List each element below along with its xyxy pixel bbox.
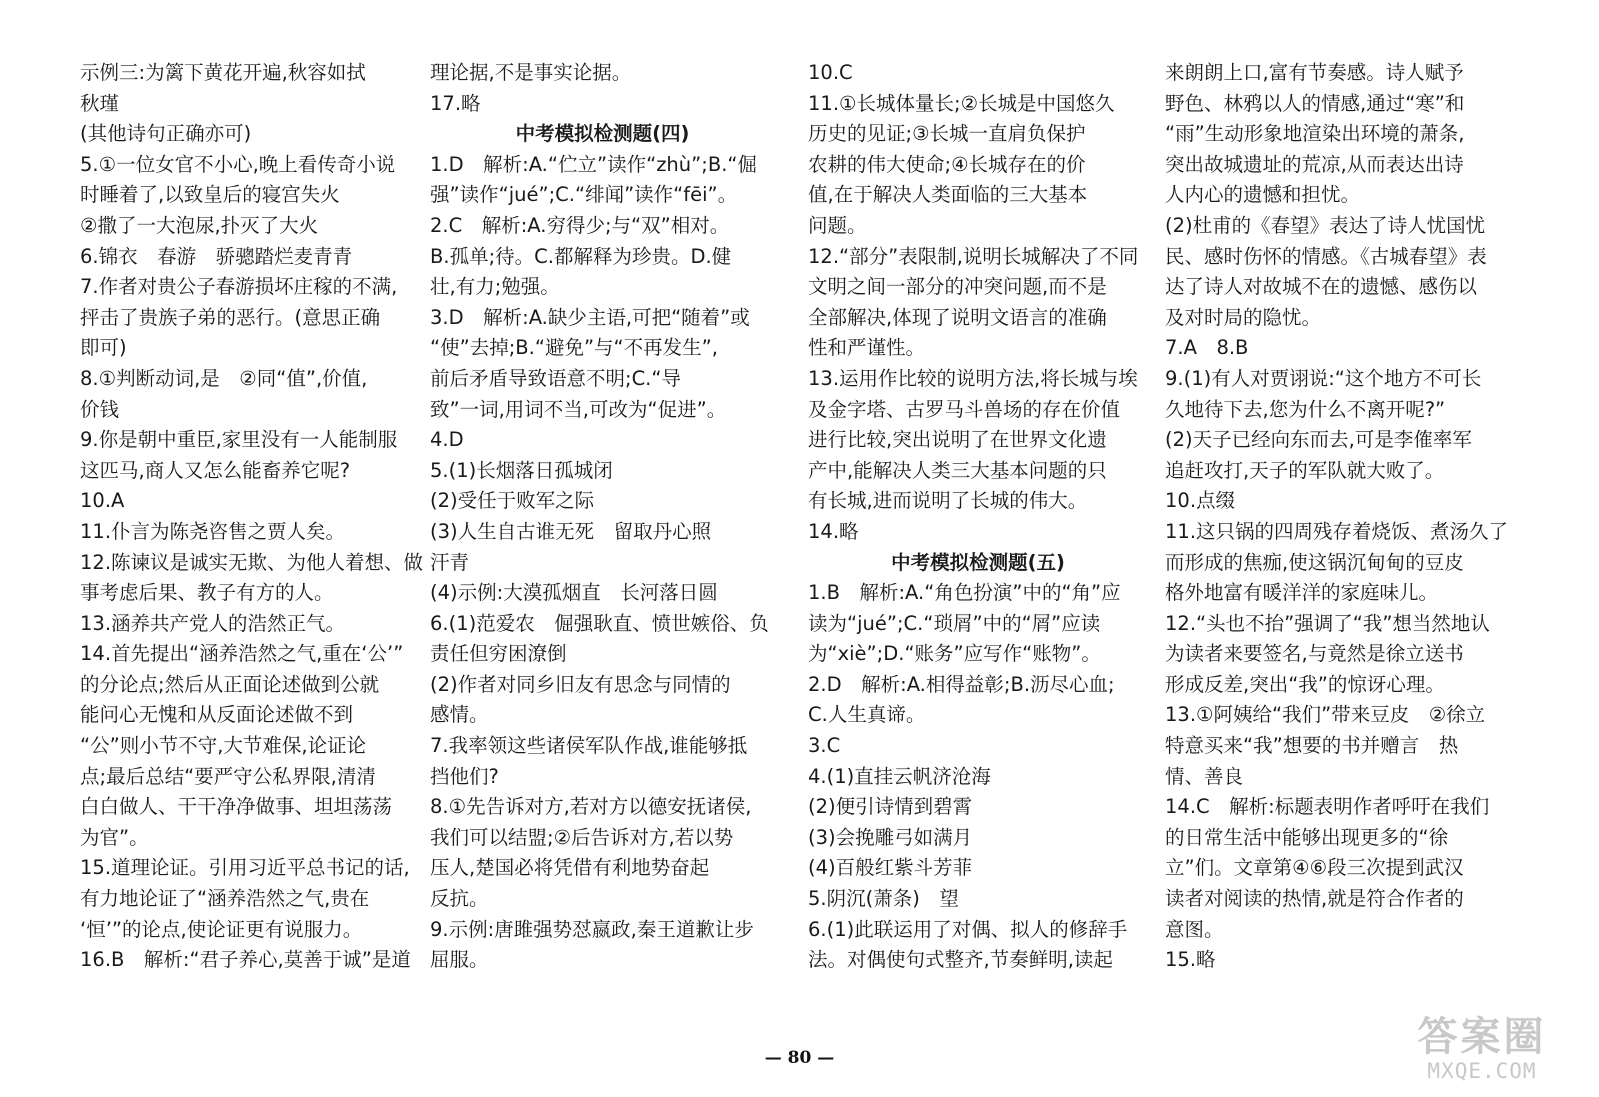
answer-line: 这匹马,商人又怎么能畜养它呢? xyxy=(80,458,351,482)
answer-line: 反抗。 xyxy=(430,887,489,911)
answer-line: (2)杜甫的《春望》表达了诗人忧国忧 xyxy=(1165,213,1486,237)
answer-line: 13.①阿姨给“我们”带来豆皮 ②徐立 xyxy=(1165,703,1486,727)
answer-line: (3)会挽雕弓如满月 xyxy=(808,825,973,849)
answer-line: 读者对阅读的热情,就是符合作者的 xyxy=(1165,887,1464,911)
answer-line: 达了诗人对故城不在的遗憾、感伤以 xyxy=(1165,275,1478,299)
answer-line: 有长城,进而说明了长城的伟大。 xyxy=(808,489,1088,513)
answer-line: 6.(1)范爱农 倔强耿直、愤世嫉俗、负 xyxy=(430,611,769,635)
answer-line: 11.这只锅的四周残存着烧饭、煮汤久了 xyxy=(1165,519,1509,543)
answer-line: 4.(1)直挂云帆济沧海 xyxy=(808,764,991,788)
answer-line: C.人生真谛。 xyxy=(808,703,926,727)
answer-line: 前后矛盾导致语意不明;C.“导 xyxy=(430,366,681,390)
answer-line: 强”读作“jué”;C.“绯闻”读作“fēi”。 xyxy=(430,183,738,207)
answer-line: 15.道理论证。引用习近平总书记的话, xyxy=(80,856,410,880)
answer-line: (4)百般红紫斗芳菲 xyxy=(808,856,973,880)
answer-line: 为官”。 xyxy=(80,825,149,849)
answer-line: 即可) xyxy=(80,336,127,360)
answer-line: 抨击了贵族子弟的恶行。(意思正确 xyxy=(80,305,381,329)
answer-line: 9.你是朝中重臣,家里没有一人能制服 xyxy=(80,428,398,452)
answer-line: 2.D 解析:A.相得益彰;B.沥尽心血; xyxy=(808,672,1115,696)
answer-line: 意图。 xyxy=(1165,917,1224,941)
answer-line: 6.(1)此联运用了对偶、拟人的修辞手 xyxy=(808,917,1128,941)
answer-line: 进行比较,突出说明了在世界文化遗 xyxy=(808,428,1107,452)
answer-line: 17.略 xyxy=(430,91,481,115)
answer-line: 2.C 解析:A.穷得少;与“双”相对。 xyxy=(430,213,730,237)
answer-line: 能问心无愧和从反面论述做不到 xyxy=(80,703,354,727)
answer-line: 及对时局的隐忧。 xyxy=(1165,305,1322,329)
answer-line: 16.B 解析:“君子养心,莫善于诚”是道 xyxy=(80,948,411,972)
answer-line: 农耕的伟大使命;④长城存在的价 xyxy=(808,152,1086,176)
answer-line: 立”们。文章第④⑥段三次提到武汉 xyxy=(1165,856,1464,880)
answer-line: 价钱 xyxy=(80,397,120,421)
answer-line: (3)人生自古谁无死 留取丹心照 xyxy=(430,519,712,543)
answer-line: 3.D 解析:A.缺少主语,可把“随着”或 xyxy=(430,305,750,329)
watermark-bottom-text: MXQE.COM xyxy=(1427,1059,1537,1083)
answer-line: 情、善良 xyxy=(1165,764,1244,788)
answer-line: 5.①一位女官不小心,晚上看传奇小说 xyxy=(80,152,396,176)
answer-line: 12.“部分”表限制,说明长城解决了不同 xyxy=(808,244,1139,268)
answer-line: (4)示例:大漠孤烟直 长河落日圆 xyxy=(430,581,718,605)
answer-line: 民、感时伤怀的情感。《古城春望》表 xyxy=(1165,244,1487,268)
answer-line: 野色、林鸦以人的情感,通过“寒”和 xyxy=(1165,91,1465,115)
answer-line: 理论据,不是事实论据。 xyxy=(430,61,632,84)
answer-line: 文明之间一部分的冲突问题,而不是 xyxy=(808,275,1107,299)
answer-line: 10.C xyxy=(808,61,853,84)
column-3 xyxy=(808,58,1148,976)
answer-line: 而形成的焦痂,使这锅沉甸甸的豆皮 xyxy=(1165,550,1464,574)
answer-line: “公”则小节不守,大节难保,论证论 xyxy=(80,734,367,758)
answer-line: 4.D xyxy=(430,428,464,452)
answer-line: 追赶攻打,天子的军队就大败了。 xyxy=(1165,458,1445,482)
answer-line: 有力地论证了“涵养浩然之气,贵在 xyxy=(80,887,370,911)
answer-line: 致”一词,用词不当,可改为“促进”。 xyxy=(430,397,727,421)
answer-line: 感情。 xyxy=(430,703,489,727)
answer-line: 9.(1)有人对贾诩说:“这个地方不可长 xyxy=(1165,366,1482,390)
answer-line: (2)天子已经向东而去,可是李傕率军 xyxy=(1165,428,1472,452)
answer-line: 产中,能解决人类三大基本问题的只 xyxy=(808,458,1107,482)
answer-line: 事考虑后果、教子有方的人。 xyxy=(80,581,334,605)
answer-line: 法。对偶使句式整齐,节奏鲜明,读起 xyxy=(808,948,1113,972)
answer-line: 我们可以结盟;②后告诉对方,若以势 xyxy=(430,825,734,849)
section-title: 中考模拟检测题(五) xyxy=(891,550,1065,574)
answer-line: 突出故城遗址的荒凉,从而表达出诗 xyxy=(1165,152,1464,176)
answer-line: 的日常生活中能够出现更多的“徐 xyxy=(1165,825,1449,849)
answer-line: 为读者来要签名,与竟然是徐立送书 xyxy=(1165,642,1464,666)
answer-line: ②撒了一大泡尿,扑灭了大火 xyxy=(80,213,319,237)
answer-line: 11.仆言为陈尧咨售之贾人矣。 xyxy=(80,519,346,543)
answer-line: 8.①判断动词,是 ②同“值”,价值, xyxy=(80,366,368,390)
answer-line: 责任但穷困潦倒 xyxy=(430,642,567,666)
answer-line: 12.“头也不抬”强调了“我”想当然地认 xyxy=(1165,611,1490,635)
answer-line: 7.我率领这些诸侯军队作战,谁能够抵 xyxy=(430,734,748,758)
answer-line: 全部解决,体现了说明文语言的准确 xyxy=(808,305,1107,329)
answer-line: (2)作者对同乡旧友有思念与同情的 xyxy=(430,672,731,696)
answer-line: 1.D 解析:A.“伫立”读作“zhù”;B.“倔 xyxy=(430,152,757,176)
answer-line: 6.锦衣 春游 骄骢踏烂麦青青 xyxy=(80,244,353,268)
answer-line: 14.首先提出“涵养浩然之气,重在‘公’” xyxy=(80,642,404,666)
answer-line: 8.①先告诉对方,若对方以德安抚诸侯, xyxy=(430,795,752,819)
answer-line: (2)便引诗情到碧霄 xyxy=(808,795,973,819)
answer-line: 3.C xyxy=(808,734,841,758)
answer-line: 14.C 解析:标题表明作者呼吁在我们 xyxy=(1165,795,1490,819)
answer-line: 久地待下去,您为什么不离开呢?” xyxy=(1165,397,1446,421)
answer-line: 1.B 解析:A.“角色扮演”中的“角”应 xyxy=(808,581,1121,605)
answer-line: 示例三:为篱下黄花开遍,秋容如拭 xyxy=(80,61,366,84)
answer-line: 5.阴沉(萧条) 望 xyxy=(808,887,959,911)
answer-line: 秋瑾 xyxy=(80,91,120,115)
answer-line: 及金字塔、古罗马斗兽场的存在价值 xyxy=(808,397,1121,421)
answer-line: 10.A xyxy=(80,489,125,513)
answer-line: 12.陈谏议是诚实无欺、为他人着想、做 xyxy=(80,550,424,574)
column-4 xyxy=(1165,58,1510,976)
answer-line: 压人,楚国必将凭借有利地势奋起 xyxy=(430,856,710,880)
answer-line: 读为“jué”;C.“琐屑”中的“屑”应读 xyxy=(808,611,1101,635)
answer-line: 10.点缀 xyxy=(1165,489,1236,513)
answer-line: (其他诗句正确亦可) xyxy=(80,122,252,146)
answer-line: 点;最后总结“要严守公私界限,清清 xyxy=(80,764,376,788)
answer-line: 人内心的遗憾和担忧。 xyxy=(1165,183,1361,207)
page-number: — 80 — xyxy=(764,1048,835,1068)
answer-line: (2)受任于败军之际 xyxy=(430,489,595,513)
column-2 xyxy=(430,58,775,976)
answer-line: 7.作者对贵公子春游损坏庄稼的不满, xyxy=(80,275,398,299)
answer-line: “使”去掉;B.“避免”与“不再发生”, xyxy=(430,336,718,360)
answer-line: 15.略 xyxy=(1165,948,1216,972)
answer-line: 形成反差,突出“我”的惊讶心理。 xyxy=(1165,672,1445,696)
answer-line: 为“xiè”;D.“账务”应写作“账物”。 xyxy=(808,642,1101,666)
answer-line: 白白做人、干干净净做事、坦坦荡荡 xyxy=(80,795,393,819)
answer-line: 9.示例:唐雎强势怼嬴政,秦王道歉让步 xyxy=(430,917,754,941)
answer-line: 性和严谨性。 xyxy=(808,336,926,360)
answer-line: 时睡着了,以致皇后的寝宫失火 xyxy=(80,183,340,207)
watermark-top-text: 答案圈 xyxy=(1417,1014,1547,1060)
section-title: 中考模拟检测题(四) xyxy=(515,122,690,146)
answer-line: 壮,有力;勉强。 xyxy=(430,275,560,299)
answer-line: 值,在于解决人类面临的三大基本 xyxy=(808,183,1088,207)
answer-line: 14.略 xyxy=(808,519,859,543)
answer-line: 问题。 xyxy=(808,213,867,237)
answer-line: 13.涵养共产党人的浩然正气。 xyxy=(80,611,346,635)
answer-line: 来朗朗上口,富有节奏感。诗人赋予 xyxy=(1165,61,1464,84)
answer-line: 挡他们? xyxy=(430,764,499,788)
answer-line: B.孤单;待。C.都解释为珍贵。D.健 xyxy=(430,244,732,268)
answer-line: 13.运用作比较的说明方法,将长城与埃 xyxy=(808,366,1138,390)
column-1 xyxy=(80,58,425,976)
answer-line: 屈服。 xyxy=(430,948,489,972)
answer-line: ‘恒’”的论点,使论证更有说服力。 xyxy=(80,917,363,941)
answer-line: “雨”生动形象地渲染出环境的萧条, xyxy=(1165,122,1465,146)
answer-line: 5.(1)长烟落日孤城闭 xyxy=(430,458,613,482)
answer-line: 的分论点;然后从正面论述做到公就 xyxy=(80,672,380,696)
watermark-logo xyxy=(1387,1015,1577,1085)
answer-line: 汗青 xyxy=(430,550,470,574)
answer-line: 11.①长城体量长;②长城是中国悠久 xyxy=(808,91,1115,115)
answer-line: 历史的见证;③长城一直肩负保护 xyxy=(808,122,1086,146)
answer-line: 格外地富有暖洋洋的家庭味儿。 xyxy=(1165,581,1439,605)
answer-line: 7.A 8.B xyxy=(1165,336,1249,360)
answer-line: 特意买来“我”想要的书并赠言 热 xyxy=(1165,734,1459,758)
